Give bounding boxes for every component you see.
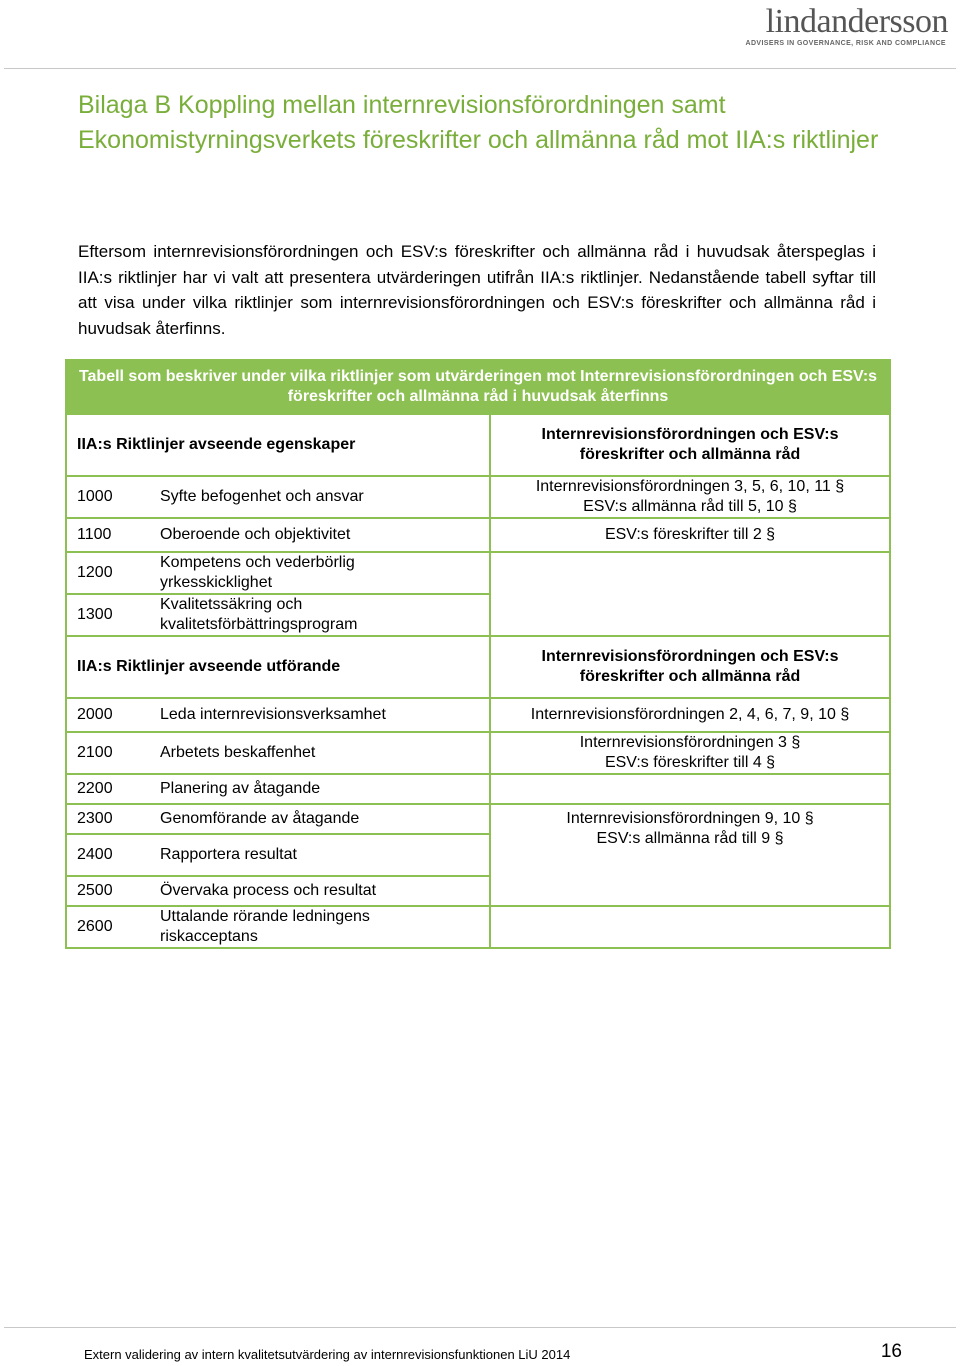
footer-text: Extern validering av intern kvalitetsutvärdering av internrevisionsfunktionen LiU 2014: [84, 1347, 571, 1362]
table-title-row: [66, 360, 890, 414]
table-title: Tabell som beskriver under vilka riktlinjer som utvärderingen mot Internrevisionsförordningen och ESV:s föreskrifter och allmänna råd i huvudsak återfinns: [66, 360, 890, 414]
guideline-cell: [66, 876, 490, 906]
guideline-label: Leda internrevisionsverksamhet: [160, 705, 386, 723]
reference-text: ESV:s allmänna råd till 9 §: [596, 830, 784, 847]
page-number: 16: [880, 1341, 902, 1362]
guideline-number: 2600: [77, 918, 113, 935]
logo-tagline: ADVISERS IN GOVERNANCE, RISK AND COMPLIANCE: [745, 40, 946, 47]
guideline-cell: [66, 518, 490, 552]
table-row: [66, 476, 890, 518]
guideline-label: Rapportera resultat: [160, 845, 297, 863]
guideline-number: 2300: [77, 809, 113, 827]
reference-text: Internrevisionsförordningen 9, 10 §: [566, 810, 814, 827]
guideline-label: Arbetets beskaffenhet: [160, 743, 316, 761]
reference-text: Internrevisionsförordningen 2, 4, 6, 7, 9, 10 §: [530, 706, 850, 723]
guideline-number: 2400: [77, 845, 113, 863]
guideline-label: Syfte befogenhet och ansvar: [160, 487, 364, 505]
guideline-cell: [66, 594, 490, 636]
guideline-cell: [66, 698, 490, 732]
reference-cell: [490, 476, 890, 518]
guideline-number: 2500: [77, 881, 113, 899]
guideline-label: Uttalande rörande ledningens riskacceptans: [160, 908, 370, 945]
guideline-label: Genomförande av åtagande: [160, 809, 360, 827]
table-row: [66, 804, 890, 834]
guideline-number: 1000: [77, 487, 113, 505]
reference-cell-empty: [490, 774, 890, 804]
guideline-number: 1100: [77, 525, 112, 543]
table-row: [66, 774, 890, 804]
header-divider: [4, 68, 956, 69]
guideline-label: Planering av åtagande: [160, 779, 321, 797]
company-logo: [745, 2, 948, 47]
guideline-cell: [66, 732, 490, 774]
reference-cell: [490, 518, 890, 552]
guideline-cell: [66, 804, 490, 834]
reference-cell-empty: [490, 906, 890, 948]
reference-cell: [490, 804, 890, 906]
section-header-row: [66, 414, 890, 476]
logo-name: lindandersson: [765, 3, 948, 40]
guideline-number: 1300: [77, 606, 113, 623]
guideline-cell: [66, 906, 490, 948]
reference-text: Internrevisionsförordningen 3 §: [579, 734, 801, 751]
guideline-number: 2200: [77, 779, 113, 797]
reference-cell-empty: [490, 552, 890, 636]
guideline-label: Kvalitetssäkring och kvalitetsförbättringsprogram: [160, 596, 358, 633]
guideline-label: Övervaka process och resultat: [160, 881, 377, 899]
guideline-number: 2100: [77, 743, 113, 761]
reference-text: ESV:s föreskrifter till 2 §: [604, 526, 776, 543]
guideline-label: Oberoende och objektivitet: [160, 525, 351, 543]
table-row: [66, 698, 890, 732]
reference-text: ESV:s allmänna råd till 5, 10 §: [583, 498, 797, 515]
guideline-cell: [66, 834, 490, 876]
guideline-cell: [66, 774, 490, 804]
intro-paragraph: Eftersom internrevisionsförordningen och ESV:s föreskrifter och allmänna råd i huvudsak återspeglas i IIA:s riktlinjer har vi valt att presentera utvärderingen utifrån IIA:s riktlinjer. Nedanstående tabell syftar till att visa under vilka riktlinjer som internrevisionsförordningen och ESV:s föreskrifter och allmänna råd i huvudsak återfinns.: [78, 242, 876, 338]
reference-text: Internrevisionsförordningen 3, 5, 6, 10, 11 §: [535, 478, 845, 495]
page-heading: Bilaga B Koppling mellan internrevisionsförordningen samt Ekonomistyrningsverkets föreskrifter och allmänna råd mot IIA:s riktlinjer: [78, 91, 879, 154]
reference-text: ESV:s föreskrifter till 4 §: [604, 754, 776, 771]
section-header-row: [66, 636, 890, 698]
section-header-right: Internrevisionsförordningen och ESV:s föreskrifter och allmänna råd: [490, 414, 890, 476]
table-row: [66, 518, 890, 552]
section-header-right: Internrevisionsförordningen och ESV:s föreskrifter och allmänna råd: [490, 636, 890, 698]
guideline-cell: [66, 552, 490, 594]
table-row: [66, 906, 890, 948]
table-row: [66, 732, 890, 774]
guideline-number: 1200: [77, 564, 113, 581]
guideline-cell: [66, 476, 490, 518]
reference-cell: [490, 732, 890, 774]
guidelines-table: [65, 359, 891, 949]
section-header-left: IIA:s Riktlinjer avseende egenskaper: [66, 414, 490, 476]
guideline-label: Kompetens och vederbörlig yrkesskicklighet: [160, 554, 355, 591]
guideline-number: 2000: [77, 705, 113, 723]
table-row: [66, 552, 890, 594]
section-header-left: IIA:s Riktlinjer avseende utförande: [66, 636, 490, 698]
reference-cell: [490, 698, 890, 732]
footer-divider: [4, 1327, 956, 1328]
